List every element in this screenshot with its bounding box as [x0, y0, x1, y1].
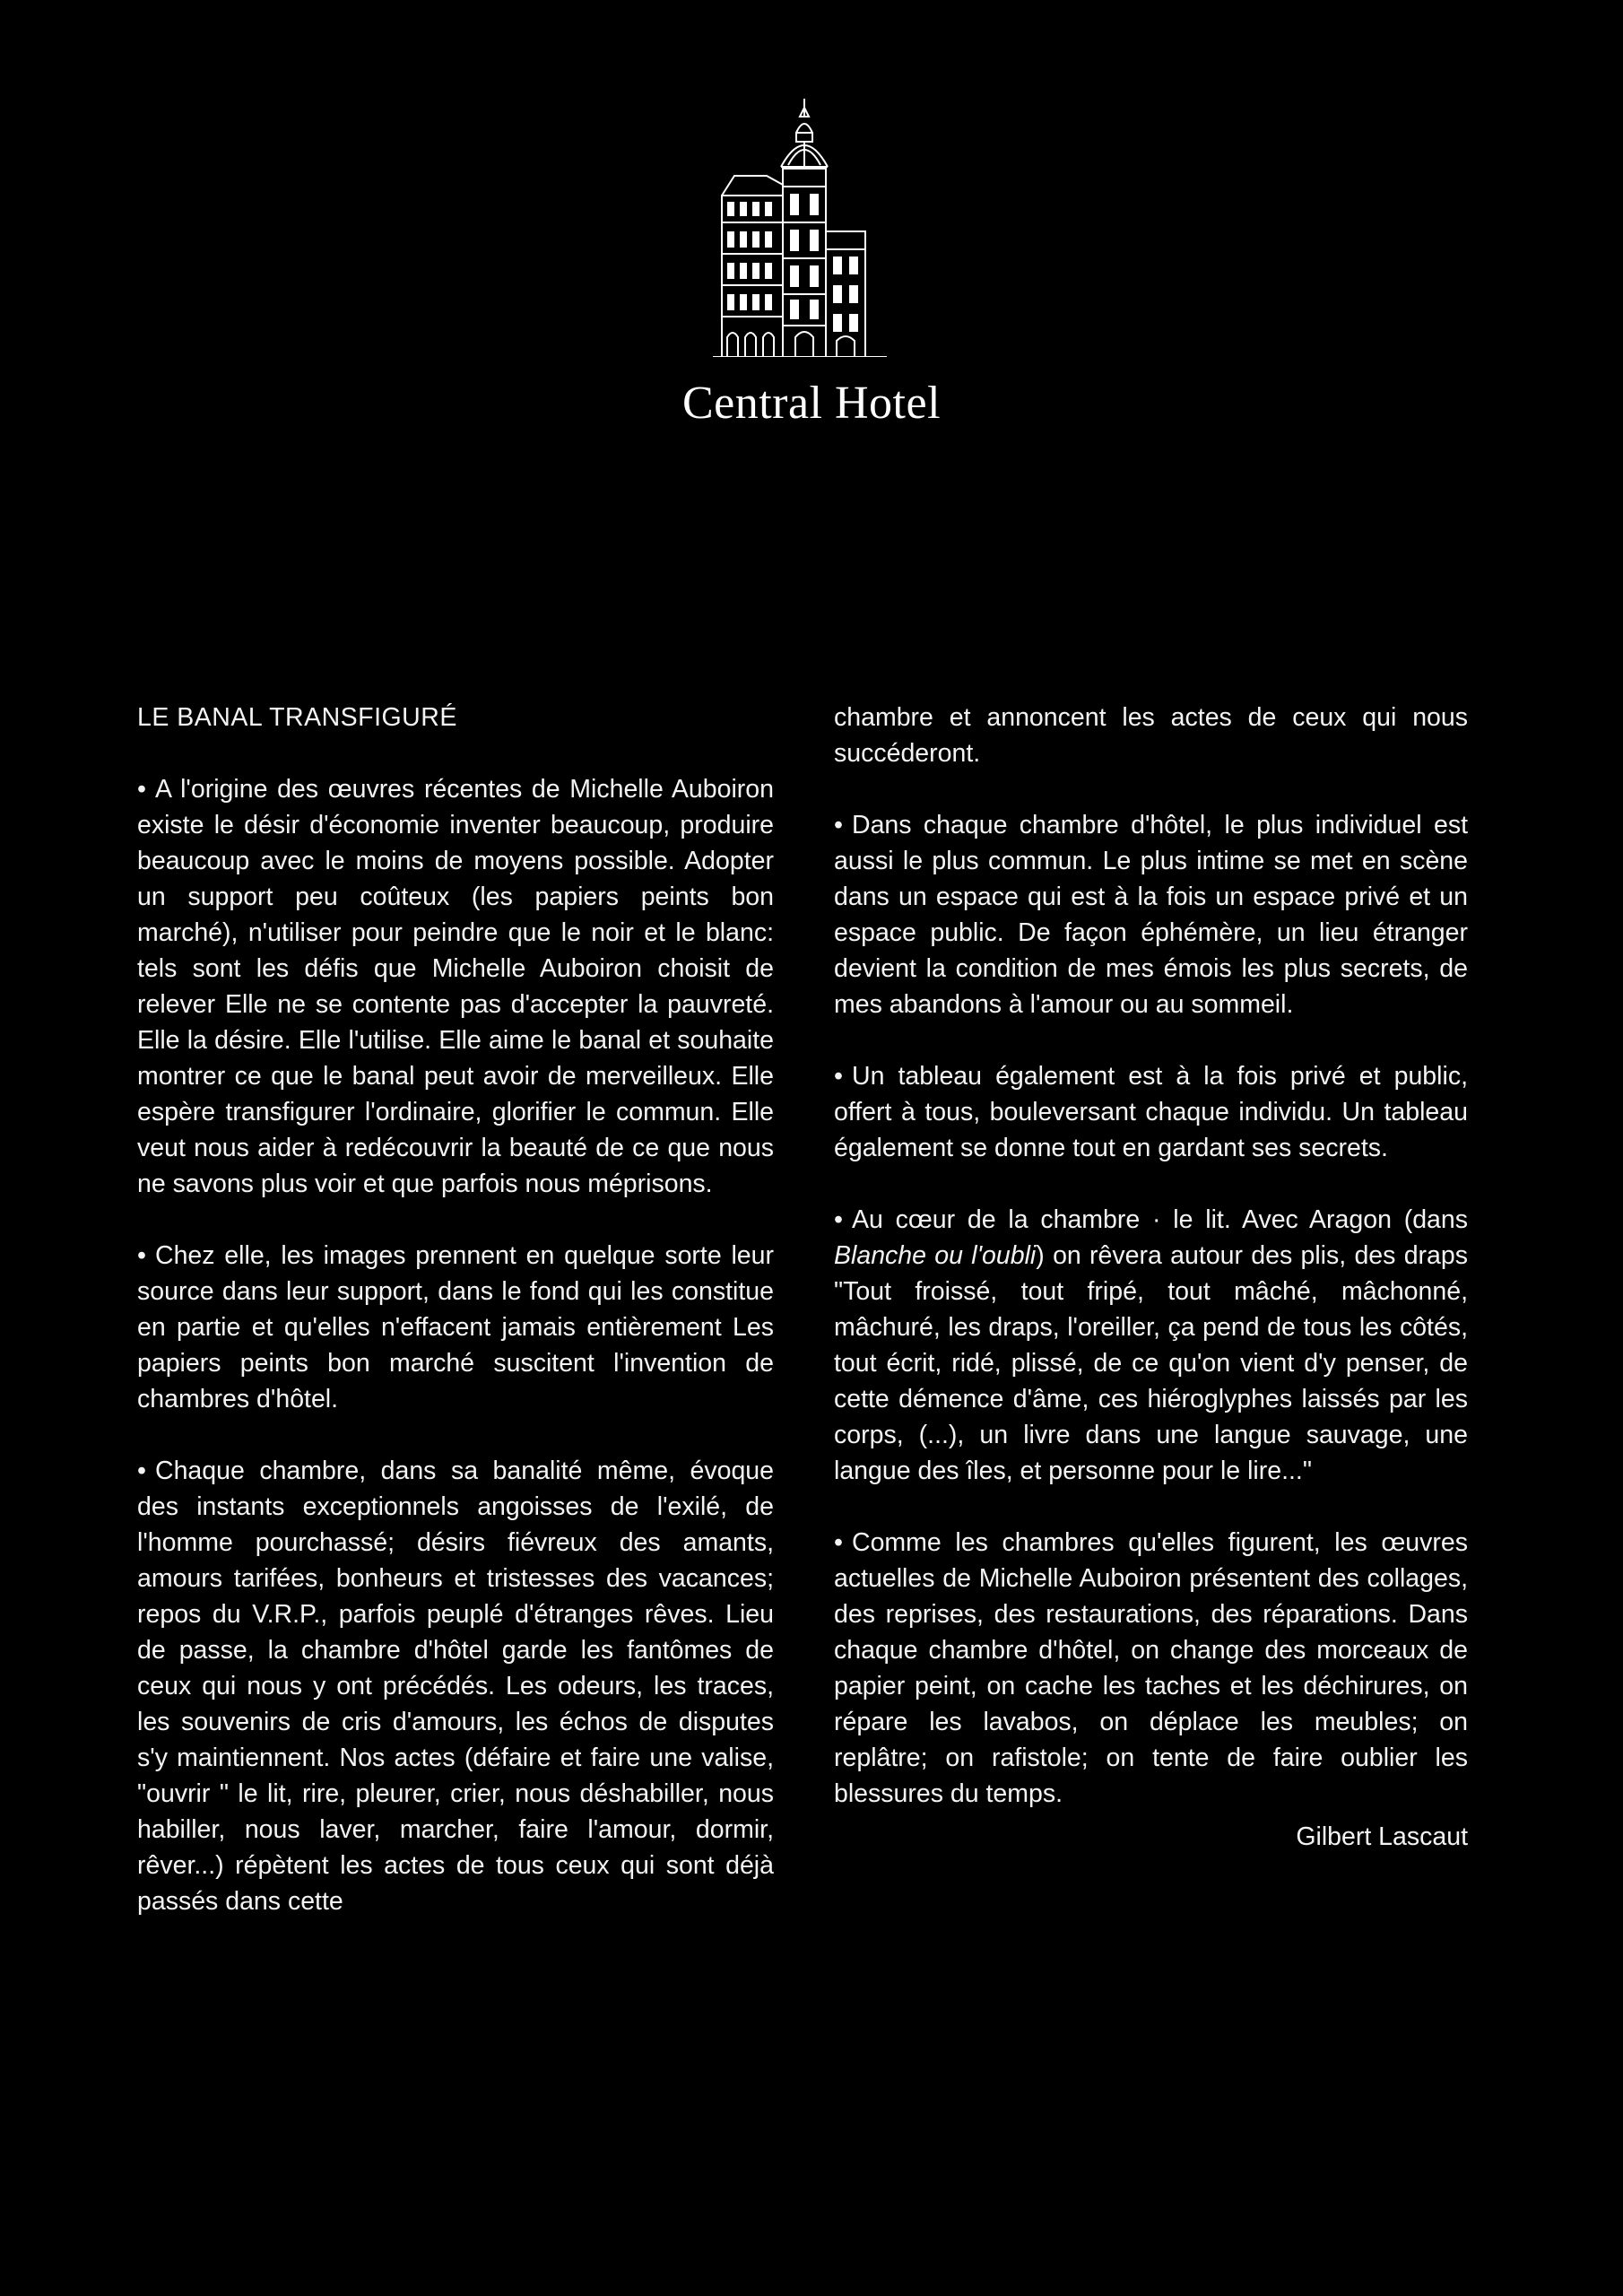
bullet-icon: •: [137, 1457, 146, 1485]
article-left-column: [137, 700, 774, 1955]
article-paragraph-continued: [834, 700, 1468, 771]
paragraph-text: Chaque chambre, dans sa banalité même, évoque des instants exceptionnels angoisses de l'exilé, de l'homme pourchassé; désirs fiévreux des amants, amours tarifées, bonheurs et tristesses des vacances; repos du V.R.P., parfois peuplé d'étranges rêves. Lieu de passe, la chambre d'hôtel garde les fantômes de ceux qui nous y ont précédés. Les odeurs, les traces, les souvenirs de cris d'amours, les échos de disputes s'y maintiennent. Nos actes (défaire et faire une valise, "ouvrir " le lit, rire, pleurer, crier, nous déshabiller, nous habiller, nous laver, marcher, faire l'amour, dormir, rêver...) répètent les actes de tous ceux qui sont déjà passés dans cette: [137, 1457, 774, 1916]
article-paragraph: [834, 1202, 1468, 1489]
author-signature: Gilbert Lascaut: [1296, 1822, 1468, 1851]
bullet-icon: •: [834, 1205, 843, 1234]
paragraph-text: Un tableau également est à la fois privé et public, offert à tous, bouleversant chaque individu. Un tableau également se donne tout en gardant ses secrets.: [834, 1062, 1468, 1162]
paragraph-text: Dans chaque chambre d'hôtel, le plus individuel est aussi le plus commun. Le plus intime se met en scène dans un espace qui est à la fois un espace privé et un espace public. De façon éphémère, un lieu étranger devient la condition de mes émois les plus secrets, de mes abandons à l'amour ou au sommeil.: [834, 811, 1468, 1019]
paragraph-text: ) on rêvera autour des plis, des draps "Tout froissé, tout fripé, tout mâché, mâchonné, mâchuré, les draps, l'oreiller, ça pend de tous les côtés, tout écrit, ridé, plissé, de ce qu'on vient d'y penser, de cette démence d'âme, ces hiéroglyphes laissés par les corps, (...), un livre dans une langue sauvage, une langue des îles, et personne pour le lire...": [834, 1241, 1468, 1485]
paragraph-text: Chez elle, les images prennent en quelque sorte leur source dans leur support, dans le fond qui les constitue en partie et qu'elles n'effacent jamais entièrement Les papiers peints bon marché suscitent l'invention de chambres d'hôtel.: [137, 1241, 774, 1413]
article-paragraph: [137, 771, 774, 1202]
bullet-icon: •: [137, 1241, 146, 1270]
bullet-icon: •: [834, 1528, 843, 1557]
article-title: LE BANAL TRANSFIGURÉ: [137, 703, 457, 732]
bullet-icon: •: [834, 811, 843, 839]
paragraph-text: A l'origine des œuvres récentes de Michelle Auboiron existe le désir d'économie inventer beaucoup, produire beaucoup avec le moins de moyens possible. Adopter un support peu coûteux (les papiers peints bon marché), n'utiliser pour peindre que le noir et le blanc: tels sont les défis que Michelle Auboiron choisit de relever Elle ne se contente pas d'accepter la pauvreté. Elle la désire. Elle l'utilise. Elle aime le banal et souhaite montrer ce que le banal peut avoir de merveilleux. Elle espère transfigurer l'ordinaire, glorifier le commun. Elle veut nous aider à redécouvrir la beauté de ce que nous ne savons plus voir et que parfois nous méprisons.: [137, 775, 774, 1198]
paragraph-text: Comme les chambres qu'elles figurent, les œuvres actuelles de Michelle Auboiron présentent des collages, des reprises, des restaurations, des réparations. Dans chaque chambre d'hôtel, on change des morceaux de papier peint, on cache les taches et les déchirures, on répare les lavabos, on déplace les meubles; on replâtre; on rafistole; on tente de faire oublier les blessures du temps.: [834, 1528, 1468, 1808]
article-right-column: [834, 700, 1468, 1855]
article-paragraph: [834, 1525, 1468, 1812]
paragraph-text: Au cœur de la chambre · le lit. Avec Aragon (dans: [851, 1205, 1468, 1234]
article-paragraph: [834, 807, 1468, 1022]
article-paragraph: [137, 1238, 774, 1417]
hotel-name: Central Hotel: [681, 378, 942, 429]
book-title: Blanche ou l'oubli: [834, 1241, 1037, 1270]
bullet-icon: •: [834, 1062, 843, 1091]
paragraph-text: chambre et annoncent les actes de ceux qui nous succéderont.: [834, 703, 1468, 768]
hotel-building-icon: [713, 97, 887, 357]
article-paragraph: [137, 1453, 774, 1919]
bullet-icon: •: [137, 775, 146, 804]
article-paragraph: [834, 1058, 1468, 1166]
